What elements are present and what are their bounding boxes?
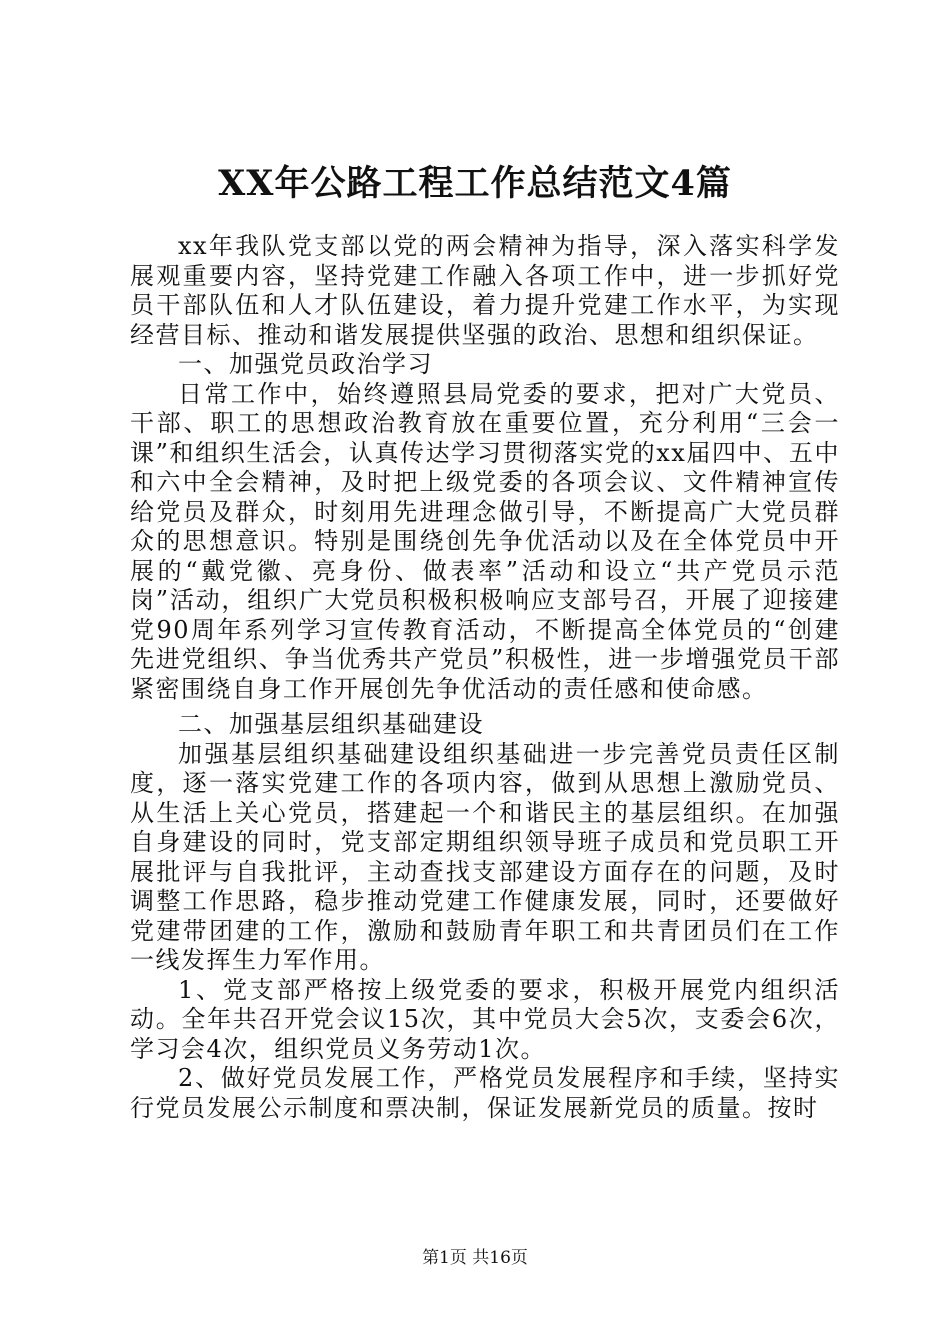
- document-title: XX年公路工程工作总结范文4篇: [218, 163, 732, 204]
- page-footer: 第1页 共16页: [422, 1248, 528, 1268]
- section-heading-1: 一、加强党员政治学习: [178, 350, 433, 378]
- intro-paragraph: xx年我队党支部以党的两会精神为指导，深入落实科学发展观重要内容，坚持党建工作融入各项工作中，进一步抓好党员干部队伍和人才队伍建设，着力提升党建工作水平，为实现经营目标、推动和谐发展提供坚强的政治、思想和组织保证。: [130, 232, 840, 349]
- document-body: [130, 232, 840, 1123]
- list-item-2: 2、做好党员发展工作，严格党员发展程序和手续，坚持实行党员发展公示制度和票决制，保证发展新党员的质量。按时: [130, 1064, 840, 1122]
- section-2-paragraph: 加强基层组织基础建设组织基础进一步完善党员责任区制度，逐一落实党建工作的各项内容，做到从思想上激励党员、从生活上关心党员，搭建起一个和谐民主的基层组织。在加强自身建设的同时，党支部定期组织领导班子成员和党员职工开展批评与自我批评，主动查找支部建设方面存在的问题，及时调整工作思路，稳步推动党建工作健康发展，同时，还要做好党建带团建的工作，激励和鼓励青年职工和共青团员们在工作一线发挥生力军作用。: [130, 739, 840, 974]
- list-item-1: 1、党支部严格按上级党委的要求，积极开展党内组织活动。全年共召开党会议15次，其中党员大会5次，支委会6次，学习会4次，组织党员义务劳动1次。: [130, 975, 840, 1063]
- section-heading-2: 二、加强基层组织基础建设: [178, 710, 484, 738]
- section-1-paragraph: 日常工作中，始终遵照县局党委的要求，把对广大党员、干部、职工的思想政治教育放在重要位置，充分利用“三会一课”和组织生活会，认真传达学习贯彻落实党的xx届四中、五中和六中全会精神，及时把上级党委的各项会议、文件精神宣传给党员及群众，时刻用先进理念做引导，不断提高广大党员群众的思想意识。特别是围绕创先争优活动以及在全体党员中开展的“戴党徽、亮身份、做表率”活动和设立“共产党员示范岗”活动，组织广大党员积极积极响应支部号召，开展了迎接建党90周年系列学习宣传教育活动，不断提高全体党员的“创建先进党组织、争当优秀共产党员”积极性，进一步增强党员干部紧密围绕自身工作开展创先争优活动的责任感和使命感。: [130, 379, 840, 703]
